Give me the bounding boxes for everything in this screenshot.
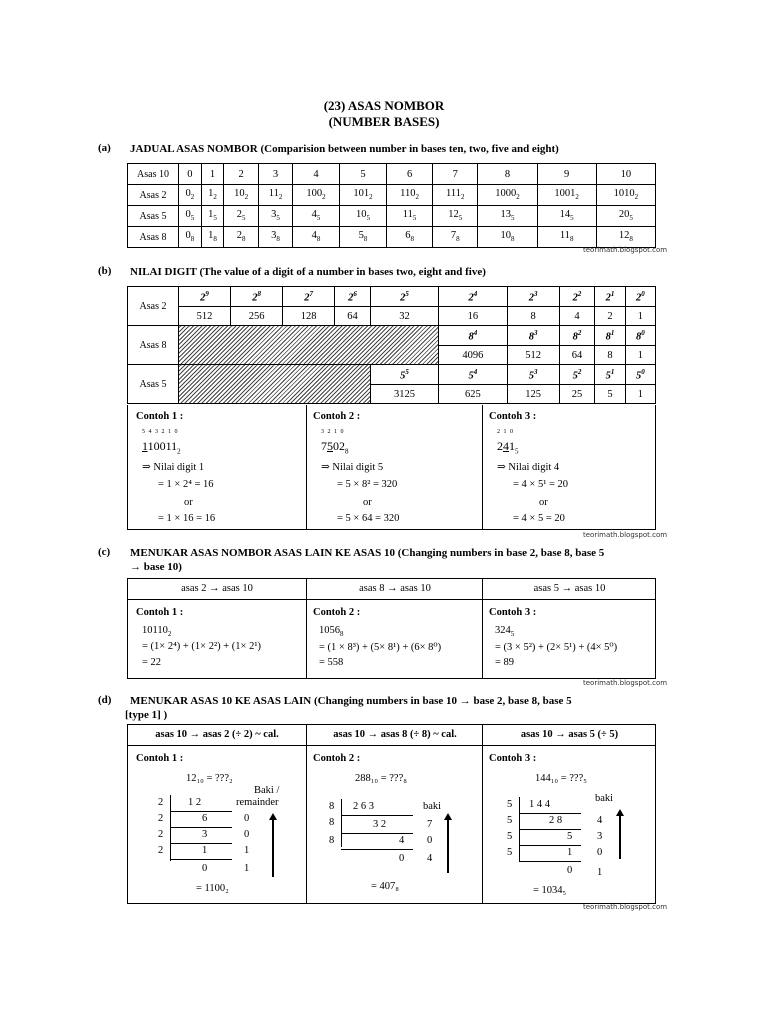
- table-cell: 10: [596, 164, 655, 185]
- example-step: = 4 × 5 = 20: [513, 513, 565, 524]
- table-cell: 3: [259, 164, 293, 185]
- row-label: Asas 5: [128, 365, 179, 404]
- example-result: = 22: [142, 657, 162, 668]
- table-cell: $0_2$: [179, 185, 202, 206]
- power-cell: $5^3$: [507, 365, 559, 385]
- table-cell: $110_2$: [387, 185, 433, 206]
- remainder: 1: [244, 863, 250, 874]
- column-header: asas 10 → asas 5 (÷ 5): [520, 729, 619, 740]
- table-cell: $1001_2$: [537, 185, 596, 206]
- table-cell: 8: [478, 164, 537, 185]
- power-cell: $5^0$: [625, 365, 655, 385]
- division-line: [170, 859, 232, 860]
- divisor: 8: [329, 801, 335, 812]
- division-line: [170, 843, 232, 844]
- value-cell: 16: [439, 307, 507, 326]
- table-cell: $10_8$: [478, 227, 537, 248]
- section-b-title: NILAI DIGIT (The value of a digit of a number in bases two, eight and five): [130, 266, 486, 278]
- base8-example: [306, 579, 482, 678]
- section-c-title: MENUKAR ASAS NOMBOR ASAS LAIN KE ASAS 10 (Changing numbers in base 2, base 8, base 5: [130, 547, 605, 559]
- table-cell: $6_8$: [387, 227, 433, 248]
- section-a-title: JADUAL ASAS NOMBOR (Comparision between number in bases ten, two, five and eight): [130, 143, 559, 155]
- remainder: 4: [427, 853, 433, 864]
- division-line: [170, 827, 232, 828]
- to-base2-example: [128, 725, 306, 903]
- column-header: asas 2 → asas 10: [181, 583, 253, 594]
- table-cell: 1: [201, 164, 224, 185]
- table-cell: 9: [537, 164, 596, 185]
- power-cell: $2^9$: [179, 287, 231, 307]
- to-base8-example: [306, 725, 482, 903]
- column-header: asas 10 → asas 8 (÷ 8) ~ cal.: [333, 729, 457, 740]
- example-or: or: [363, 497, 372, 508]
- value-cell: 256: [231, 307, 283, 326]
- division-line: [519, 845, 581, 846]
- section-c-title-cont: → base 10): [130, 561, 182, 573]
- quotient: 0: [202, 863, 208, 874]
- value-cell: 8: [595, 346, 625, 365]
- example-heading: Contoh 3 :: [489, 607, 537, 618]
- power-cell: $2^4$: [439, 287, 507, 307]
- power-cell: $5^2$: [559, 365, 595, 385]
- power-cell: $5^4$: [439, 365, 507, 385]
- base5-example: [482, 579, 655, 678]
- value-cell: 1: [625, 307, 655, 326]
- power-cell: $2^0$: [625, 287, 655, 307]
- example-3: [482, 405, 655, 529]
- watermark: teorimath.blogspot.com: [583, 903, 668, 911]
- power-cell: $2^8$: [231, 287, 283, 307]
- divisor: 2: [158, 813, 164, 824]
- power-cell: $5^1$: [595, 365, 625, 385]
- example-step: = 1 × 16 = 16: [158, 513, 216, 524]
- table-cell: $11_5$: [387, 206, 433, 227]
- digit-value-table: [127, 286, 656, 404]
- table-cell: $0_5$: [179, 206, 202, 227]
- division-line: [341, 833, 413, 834]
- table-cell: $4_8$: [293, 227, 340, 248]
- remainder: 0: [244, 829, 250, 840]
- quotient: 3: [202, 829, 208, 840]
- quotient: 1: [202, 845, 208, 856]
- example-result: = 558: [319, 657, 344, 668]
- row-label: Asas 10: [128, 164, 179, 185]
- column-header: asas 10 → asas 2 (÷ 2) ~ cal.: [155, 729, 279, 740]
- baki-label: Baki /: [254, 785, 280, 796]
- row-label: Asas 5: [128, 206, 179, 227]
- table-cell: $3_5$: [259, 206, 293, 227]
- division-bar: [341, 799, 342, 847]
- section-d-title: MENUKAR ASAS 10 KE ASAS LAIN (Changing numbers in base 10 → base 2, base 8, base 5: [130, 695, 572, 707]
- table-cell: $2_8$: [224, 227, 259, 248]
- remainder: 0: [597, 847, 603, 858]
- example-step: = (1 × 8³) + (5× 8¹) + (6× 8⁰): [319, 642, 442, 653]
- quotient: 2 6 3: [353, 801, 374, 812]
- remainder: 0: [427, 835, 433, 846]
- example-step: = 4 × 5¹ = 20: [513, 479, 569, 490]
- example-answer: = 1100₂: [196, 883, 229, 894]
- column-header: asas 8 → asas 10: [359, 583, 431, 594]
- row-label: Asas 8: [128, 326, 179, 365]
- example-step: = 5 × 64 = 320: [337, 513, 400, 524]
- quotient: 6: [202, 813, 208, 824]
- table-cell: $11_8$: [537, 227, 596, 248]
- baki-label: baki: [595, 793, 614, 804]
- example-number: $324_5$: [495, 625, 515, 639]
- example-step: = 5 × 8² = 320: [337, 479, 398, 490]
- table-cell: $7_8$: [433, 227, 478, 248]
- example-step: = 1 × 2⁴ = 16: [158, 479, 214, 490]
- table-cell: $14_5$: [537, 206, 596, 227]
- section-a-label: (a): [98, 142, 111, 154]
- quotient: 0: [399, 853, 405, 864]
- division-line: [519, 861, 581, 862]
- table-cell: $1010_2$: [596, 185, 655, 206]
- power-cell: $2^1$: [595, 287, 625, 307]
- table-cell: $12_8$: [596, 227, 655, 248]
- power-cell: $8^4$: [439, 326, 507, 346]
- value-cell: 4096: [439, 346, 507, 365]
- table-row: [128, 206, 656, 227]
- table-cell: 7: [433, 164, 478, 185]
- table-cell: $1_5$: [201, 206, 224, 227]
- quotient: 2 8: [549, 815, 563, 826]
- example-heading: Contoh 1 :: [136, 607, 184, 618]
- division-line: [341, 815, 413, 816]
- example-number: $1056_8$: [319, 625, 344, 639]
- to-base5-example: [482, 725, 655, 903]
- value-cell: 3125: [370, 385, 438, 404]
- value-cell: 64: [335, 307, 371, 326]
- value-cell: 2: [595, 307, 625, 326]
- power-cell: $2^5$: [370, 287, 438, 307]
- table-row: [128, 227, 656, 248]
- division-line: [519, 829, 581, 830]
- table-cell: $11_2$: [259, 185, 293, 206]
- section-d-title-cont: [type 1] ): [125, 709, 168, 721]
- up-arrow-icon: [272, 819, 274, 877]
- table-cell: $1000_2$: [478, 185, 537, 206]
- power-cell: $8^0$: [625, 326, 655, 346]
- example-number: $10110_2$: [142, 625, 172, 639]
- divisor: 8: [329, 835, 335, 846]
- section-b-label: (b): [98, 265, 112, 277]
- table-cell: 5: [340, 164, 387, 185]
- example-step: ⇒ Nilai digit 5: [321, 462, 384, 473]
- example-heading: Contoh 2 :: [313, 411, 361, 422]
- watermark: teorimath.blogspot.com: [583, 531, 668, 539]
- value-cell: 5: [595, 385, 625, 404]
- table-cell: 0: [179, 164, 202, 185]
- page-subtitle: (NUMBER BASES): [328, 114, 440, 129]
- row-label: Asas 8: [128, 227, 179, 248]
- base2-example: [128, 579, 306, 678]
- divisor: 2: [158, 797, 164, 808]
- digit-positions: 5 4 3 2 1 0: [142, 429, 179, 435]
- quotient: 1 4 4: [529, 799, 550, 810]
- divisor: 2: [158, 829, 164, 840]
- example-2: [306, 405, 482, 529]
- remainder: 1: [597, 867, 603, 878]
- table-cell: $2_5$: [224, 206, 259, 227]
- table-row: [128, 164, 656, 185]
- example-heading: Contoh 1 :: [136, 411, 184, 422]
- column-header: asas 5 → asas 10: [533, 583, 606, 594]
- up-arrow-icon: [447, 819, 449, 873]
- example-answer: = 1034₅: [533, 885, 567, 896]
- table-cell: $100_2$: [293, 185, 340, 206]
- remainder: 3: [597, 831, 603, 842]
- digit-value-examples: [127, 405, 656, 530]
- example-step: = (3 × 5²) + (2× 5¹) + (4× 5⁰): [495, 642, 618, 653]
- value-cell: 64: [559, 346, 595, 365]
- table-cell: $1_8$: [201, 227, 224, 248]
- table-cell: $101_2$: [340, 185, 387, 206]
- number-base-table: [127, 163, 656, 248]
- example-or: or: [539, 497, 548, 508]
- table-row: [128, 307, 656, 326]
- value-cell: 512: [507, 346, 559, 365]
- power-cell: $8^3$: [507, 326, 559, 346]
- division-line: [519, 813, 581, 814]
- hatched-blank: [179, 365, 371, 404]
- divisor: 5: [507, 831, 513, 842]
- value-cell: 625: [439, 385, 507, 404]
- example-number: $7502_8$: [321, 439, 349, 456]
- remainder: 7: [427, 819, 433, 830]
- example-1: [128, 405, 306, 529]
- digit-positions: 3 2 1 0: [321, 429, 345, 435]
- remainder: 4: [597, 815, 603, 826]
- table-cell: $3_8$: [259, 227, 293, 248]
- power-cell: $2^6$: [335, 287, 371, 307]
- example-or: or: [184, 497, 193, 508]
- divisor: 8: [329, 817, 335, 828]
- table-row: [128, 287, 656, 307]
- example-number: $110011_2$: [142, 439, 181, 456]
- value-cell: 125: [507, 385, 559, 404]
- power-cell: $2^3$: [507, 287, 559, 307]
- up-arrow-icon: [619, 815, 621, 859]
- value-cell: 4: [559, 307, 595, 326]
- table-cell: 6: [387, 164, 433, 185]
- table-cell: 4: [293, 164, 340, 185]
- example-heading: Contoh 2 :: [313, 607, 361, 618]
- section-c-label: (c): [98, 546, 111, 558]
- power-cell: $2^7$: [283, 287, 335, 307]
- value-cell: 1: [625, 385, 655, 404]
- quotient: 0: [567, 865, 573, 876]
- power-cell: $2^2$: [559, 287, 595, 307]
- remainder: 1: [244, 845, 250, 856]
- example-heading: Contoh 3 :: [489, 411, 537, 422]
- value-cell: 1: [625, 346, 655, 365]
- table-cell: $10_2$: [224, 185, 259, 206]
- example-step: ⇒ Nilai digit 1: [142, 462, 205, 473]
- example-number: $241_5$: [497, 439, 519, 456]
- example-heading: Contoh 2 :: [313, 753, 361, 764]
- value-cell: 512: [179, 307, 231, 326]
- table-cell: 2: [224, 164, 259, 185]
- table-cell: $111_2$: [433, 185, 478, 206]
- quotient: 1: [567, 847, 573, 858]
- example-answer: = 407₈: [371, 881, 399, 892]
- quotient: 3 2: [373, 819, 387, 830]
- example-heading: Contoh 3 :: [489, 753, 537, 764]
- table-cell: $4_5$: [293, 206, 340, 227]
- value-cell: 128: [283, 307, 335, 326]
- hatched-blank: [179, 326, 439, 365]
- base-to-ten-box: [127, 578, 656, 679]
- divisor: 5: [507, 815, 513, 826]
- table-cell: $13_5$: [478, 206, 537, 227]
- division-line: [341, 849, 413, 850]
- value-cell: 8: [507, 307, 559, 326]
- remainder-label: remainder: [236, 797, 279, 808]
- table-cell: $1_2$: [201, 185, 224, 206]
- divisor: 2: [158, 845, 164, 856]
- quotient: 5: [567, 831, 573, 842]
- example-step: = (1× 2⁴) + (1× 2²) + (1× 2¹): [142, 641, 261, 652]
- watermark: teorimath.blogspot.com: [583, 246, 668, 254]
- power-cell: $5^5$: [370, 365, 438, 385]
- section-d-label: (d): [98, 694, 112, 706]
- division-line: [170, 811, 232, 812]
- value-cell: 32: [370, 307, 438, 326]
- example-heading: Contoh 1 :: [136, 753, 184, 764]
- table-cell: $20_5$: [596, 206, 655, 227]
- power-cell: $8^2$: [559, 326, 595, 346]
- table-cell: $5_8$: [340, 227, 387, 248]
- table-row: [128, 185, 656, 206]
- baki-label: baki: [423, 801, 442, 812]
- row-label: Asas 2: [128, 185, 179, 206]
- division-bar: [170, 795, 171, 861]
- value-cell: 25: [559, 385, 595, 404]
- divisor: 5: [507, 799, 513, 810]
- watermark: teorimath.blogspot.com: [583, 679, 668, 687]
- example-question: 12₁₀ = ???₂: [186, 773, 233, 784]
- table-cell: $0_8$: [179, 227, 202, 248]
- remainder: 0: [244, 813, 250, 824]
- table-row: [128, 326, 656, 346]
- quotient: 1 2: [188, 797, 202, 808]
- row-label: Asas 2: [128, 287, 179, 326]
- quotient: 4: [399, 835, 405, 846]
- example-step: ⇒ Nilai digit 4: [497, 462, 560, 473]
- table-cell: $10_5$: [340, 206, 387, 227]
- example-question: 144₁₀ = ???₅: [535, 773, 587, 784]
- digit-positions: 2 1 0: [497, 429, 514, 435]
- power-cell: $8^1$: [595, 326, 625, 346]
- example-result: = 89: [495, 657, 515, 668]
- example-question: 288₁₀ = ???₈: [355, 773, 407, 784]
- table-cell: $12_5$: [433, 206, 478, 227]
- ten-to-base-box: [127, 724, 656, 904]
- page-title: (23) ASAS NOMBOR: [323, 98, 445, 113]
- table-row: [128, 365, 656, 385]
- divisor: 5: [507, 847, 513, 858]
